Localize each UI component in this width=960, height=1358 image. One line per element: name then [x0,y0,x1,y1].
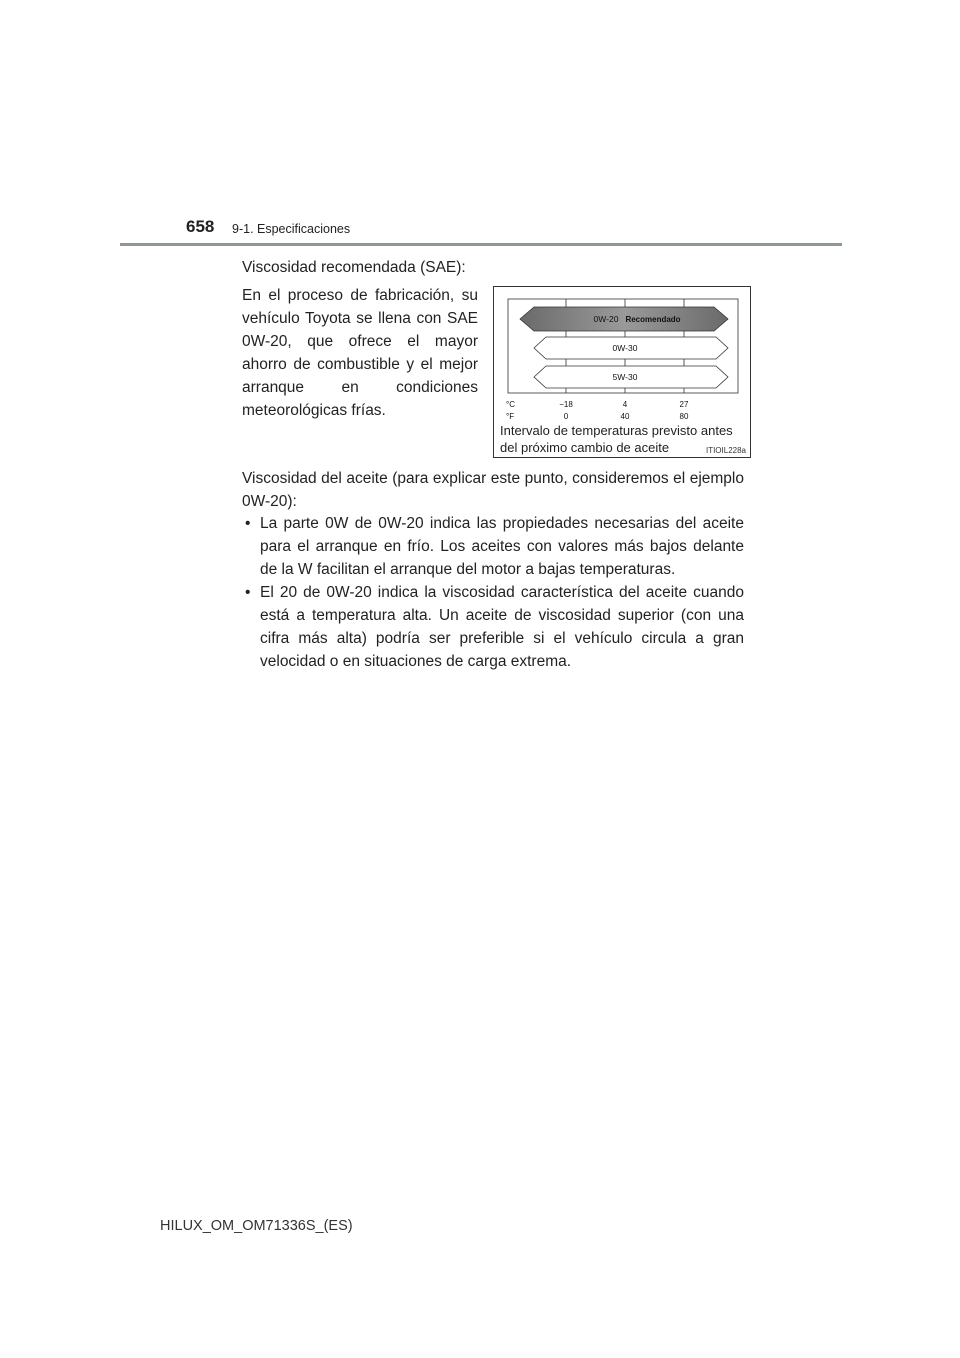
intro-paragraph: En el proceso de fabricación, su vehículo Toyota se llena con SAE 0W-20, que ofrece el mayor ahorro de combustible y el mejor arranque en condiciones meteorológicas frías. [242,287,478,419]
list-item [242,581,744,673]
footer-doc-id: HILUX_OM_OM71336S_(ES) [160,1218,353,1234]
viscosity-figure [493,286,751,458]
recommended-viscosity-label: Viscosidad recomendada (SAE): [242,259,466,276]
celsius-tick: 4 [622,400,628,409]
viscosity-intro-paragraph: Viscosidad del aceite (para explicar este punto, consideremos el ejemplo 0W-20): [242,470,744,510]
arrow-label-0w30: 0W-30 [612,343,638,353]
bullet-mark: • [245,584,251,601]
page-number: 658 [186,217,215,236]
arrow-0w20 [520,307,728,331]
bullet-text: La parte 0W de 0W-20 indica las propiedades necesarias del aceite para el arranque en frío. Los aceites con valores más bajos delante de la W facilitan el arranque del motor a bajas temperaturas. [260,515,744,578]
celsius-unit: °C [506,400,515,409]
figure-caption: Intervalo de temperaturas previsto antes del próximo cambio de aceite [500,423,733,455]
arrow-label-0w20: 0W-20 [593,314,619,324]
figure-code: ITIOIL228a [705,446,746,455]
bullet-text: El 20 de 0W-20 indica la viscosidad característica del aceite cuando está a temperatura alta. Un aceite de viscosidad superior (con una cifra más alta) podría ser preferible si el vehículo circula a gran velocidad o en situaciones de carga extrema. [260,584,744,670]
fahrenheit-tick: 80 [679,412,689,421]
section-title: 9-1. Especificaciones [232,222,351,236]
celsius-tick: −18 [559,400,573,409]
celsius-tick: 27 [679,400,689,409]
fahrenheit-unit: °F [506,412,515,421]
arrow-label-5w30: 5W-30 [612,372,638,382]
viscosity-bullet-list [242,512,744,673]
list-item [242,512,744,581]
bullet-mark: • [245,515,251,532]
arrow-note-0w20: Recomendado [625,315,681,324]
header-rule [120,243,842,246]
fahrenheit-tick: 0 [563,412,569,421]
fahrenheit-tick: 40 [620,412,630,421]
